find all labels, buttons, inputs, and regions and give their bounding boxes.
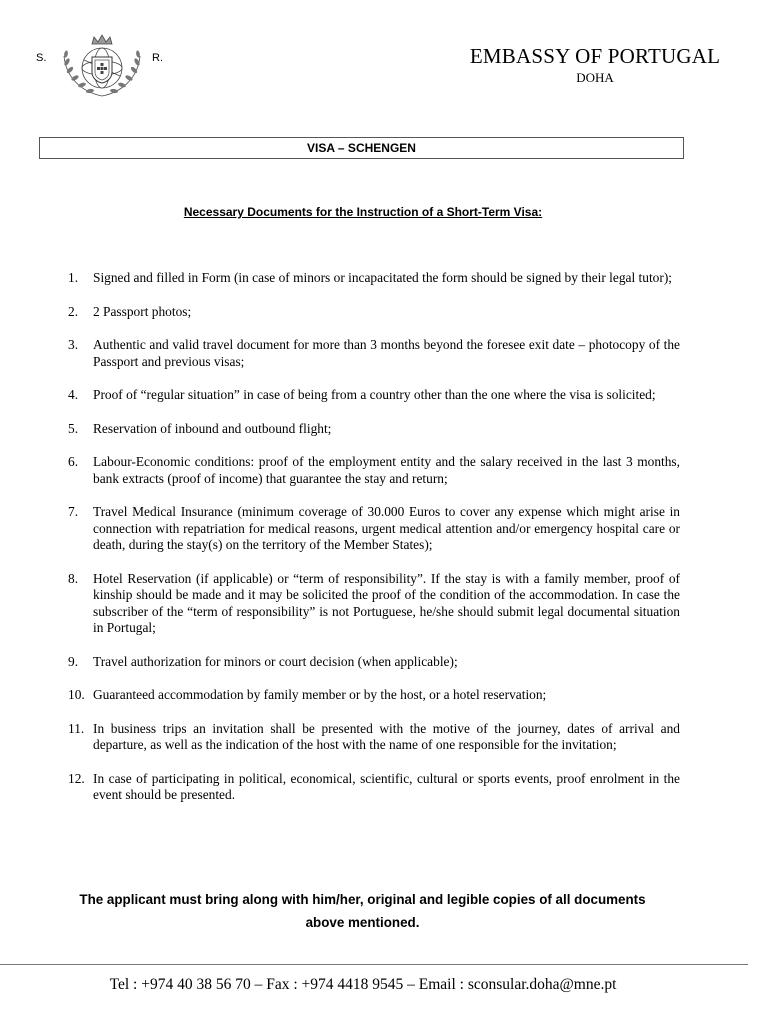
applicant-notice bbox=[40, 888, 685, 934]
list-item bbox=[68, 270, 680, 287]
emblem-letter-r: R. bbox=[152, 52, 163, 64]
section-title-box bbox=[39, 137, 684, 159]
list-item-number: 1. bbox=[68, 270, 79, 285]
list-item-number: 4. bbox=[68, 387, 79, 402]
list-item bbox=[68, 687, 680, 704]
portugal-coat-of-arms-icon bbox=[58, 32, 146, 102]
embassy-city: DOHA bbox=[576, 70, 614, 85]
list-item-text: In case of participating in political, economical, scientific, cultural or sports events, proof enrolment in the event should be presented. bbox=[93, 770, 680, 802]
list-item-text: In business trips an invitation shall be presented with the motive of the journey, dates of arrival and departure, as well as the indication of the host with the name of one responsible for the invitation; bbox=[93, 720, 680, 752]
list-item-text: Travel Medical Insurance (minimum coverage of 30.000 Euros to cover any expense which might arise in connection with repatriation for medical reasons, urgent medical attention and/or emergency hospital care or death, during the stay(s) on the territory of the Member States); bbox=[93, 504, 680, 552]
list-item-number: 5. bbox=[68, 420, 79, 436]
required-documents-list bbox=[68, 270, 680, 821]
list-item-text: 2 Passport photos; bbox=[93, 303, 192, 319]
list-item bbox=[68, 337, 680, 370]
footer-contact: Tel : +974 40 38 56 70 – Fax : +974 4418 9545 – Email : sconsular.doha@mne.pt bbox=[109, 976, 617, 993]
list-item-number: 2. bbox=[68, 303, 79, 319]
list-item-number: 7. bbox=[68, 504, 79, 519]
list-item-number: 12. bbox=[68, 770, 85, 786]
list-item-number: 6. bbox=[68, 454, 79, 469]
list-item-text: Labour-Economic conditions: proof of the employment entity and the salary received in the last 3 months, bank extracts (proof of income) that guarantee the stay and return; bbox=[93, 454, 680, 486]
section-title: VISA – SCHENGEN bbox=[307, 141, 416, 155]
list-item-text: Hotel Reservation (if applicable) or “term of responsibility”. If the stay is with a family member, proof of kinship should be made and it may be solicited the proof of the condition of the accommodation. In case the subscriber of the “term of responsibility” is not Portuguese, he/she should submit legal documental situation in Portugal; bbox=[93, 570, 680, 635]
list-item bbox=[68, 571, 680, 637]
embassy-title: EMBASSY OF PORTUGAL bbox=[469, 44, 721, 68]
list-item bbox=[68, 387, 680, 404]
list-item-text: Proof of “regular situation” in case of being from a country other than the one where the visa is solicited; bbox=[93, 387, 656, 402]
list-item bbox=[68, 504, 680, 554]
applicant-notice-line-1: The applicant must bring along with him/her, original and legible copies of all documents bbox=[79, 892, 646, 907]
list-item bbox=[68, 721, 680, 754]
list-item-number: 8. bbox=[68, 570, 79, 586]
list-item-text: Guaranteed accommodation by family member or by the host, or a hotel reservation; bbox=[93, 687, 547, 702]
list-item bbox=[68, 304, 680, 321]
emblem-letter-s: S. bbox=[36, 52, 47, 64]
list-item-number: 9. bbox=[68, 653, 79, 669]
applicant-notice-line-2: above mentioned. bbox=[305, 915, 420, 930]
footer-divider bbox=[0, 964, 748, 965]
list-item-text: Authentic and valid travel document for more than 3 months beyond the foresee exit date – photocopy of the Passport and previous visas; bbox=[93, 337, 680, 369]
list-item-number: 3. bbox=[68, 337, 79, 352]
list-item-text: Signed and filled in Form (in case of minors or incapacitated the form should be signed by their legal tutor); bbox=[93, 270, 673, 285]
list-item bbox=[68, 421, 680, 438]
document-subtitle: Necessary Documents for the Instruction of a Short-Term Visa: bbox=[183, 205, 543, 219]
list-item-text: Reservation of inbound and outbound flight; bbox=[93, 420, 332, 436]
list-item bbox=[68, 454, 680, 487]
list-item-text: Travel authorization for minors or court decision (when applicable); bbox=[93, 653, 458, 669]
list-item-number: 10. bbox=[68, 687, 85, 702]
list-item bbox=[68, 654, 680, 671]
list-item-number: 11. bbox=[68, 720, 85, 736]
list-item bbox=[68, 771, 680, 804]
